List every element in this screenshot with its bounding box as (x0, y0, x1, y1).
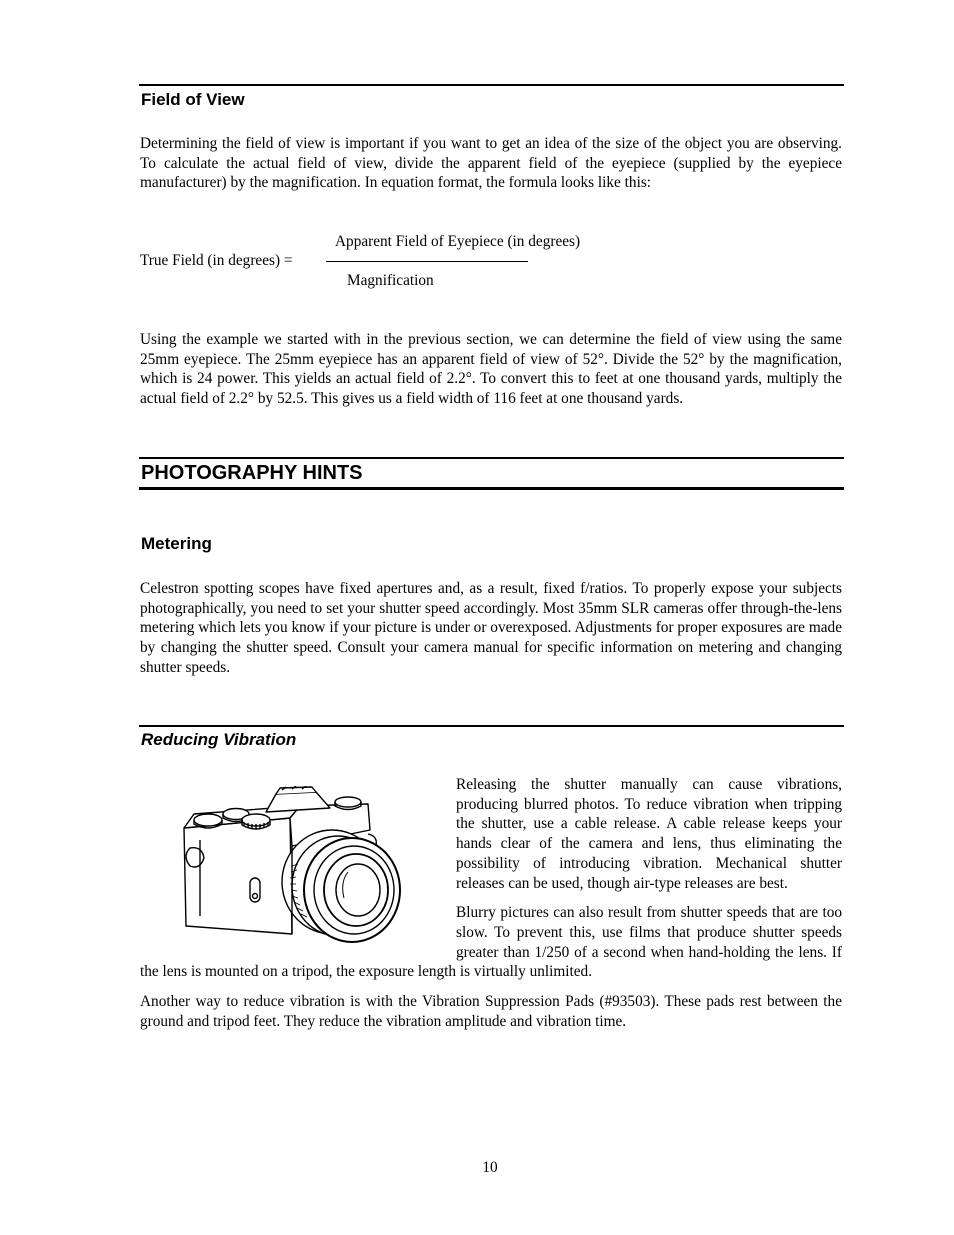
field-of-view-heading: Field of View (141, 90, 245, 109)
section-rule (139, 487, 844, 490)
formula-numerator: Apparent Field of Eyepiece (in degrees) (335, 233, 581, 250)
formula-denominator: Magnification (347, 272, 434, 289)
section-rule (139, 725, 844, 727)
vibration-paragraph-3: Another way to reduce vibration is with the Vibration Suppression Pads (#93503). These pads rest between the ground and tripod feet. They reduce the vibration amplitude and vibration time. (140, 993, 842, 1030)
vibration-paragraph-2: Blurry pictures can also result from shutter speeds that are too slow. To prevent this, use films that produce shutter speeds greater than 1/250 of a second when hand-holding the lens. If the lens is mounted on a tripod, the exposure length is virtually unlimited. (140, 904, 842, 981)
section-rule (139, 84, 844, 86)
field-of-view-intro: Determining the field of view is important if you want to get an idea of the size of the object you are observing. To calculate the actual field of view, divide the apparent field of the eyepiece (supplied by the eyepiece manufacturer) by the magnification. In equation format, the formula looks like this: (140, 135, 842, 192)
fraction-line (326, 261, 528, 262)
vibration-paragraph-1: Releasing the shutter manually can cause vibrations, producing blurred photos. To reduce vibration when tripping the shutter, use a cable release. A cable release keeps your hands clear of the camera and lens, thus eliminating the possibility of introducing vibration. Mechanical shutter releases can be used, though air-type releases are best. (456, 776, 842, 892)
photography-hints-heading: PHOTOGRAPHY HINTS (141, 462, 363, 484)
formula-lhs: True Field (in degrees) = (140, 252, 293, 269)
metering-body: Celestron spotting scopes have fixed apertures and, as a result, fixed f/ratios. To properly expose your subjects photographically, you need to set your shutter speed accordingly. Most 35mm SLR cameras offer through-the-lens metering which lets you know if your picture is under or overexposed. Adjustments for proper exposures are made by changing the shutter speed. Consult your camera manual for specific information on metering and changing shutter speeds. (140, 580, 842, 676)
field-of-view-example: Using the example we started with in the previous section, we can determine the field of view using the same 25mm eyepiece. The 25mm eyepiece has an apparent field of view of 52°. Divide the 52° by the magnification, which is 24 power. This yields an actual field of 2.2°. To convert this to feet at one thousand yards, multiply the actual field of 2.2° by 52.5. This gives us a field width of 116 feet at one thousand yards. (140, 331, 842, 408)
page-number: 10 (482, 1159, 498, 1176)
reducing-vibration-heading: Reducing Vibration (141, 730, 297, 749)
metering-heading: Metering (141, 534, 212, 553)
slr-camera-icon (180, 786, 405, 946)
section-rule (139, 457, 844, 459)
